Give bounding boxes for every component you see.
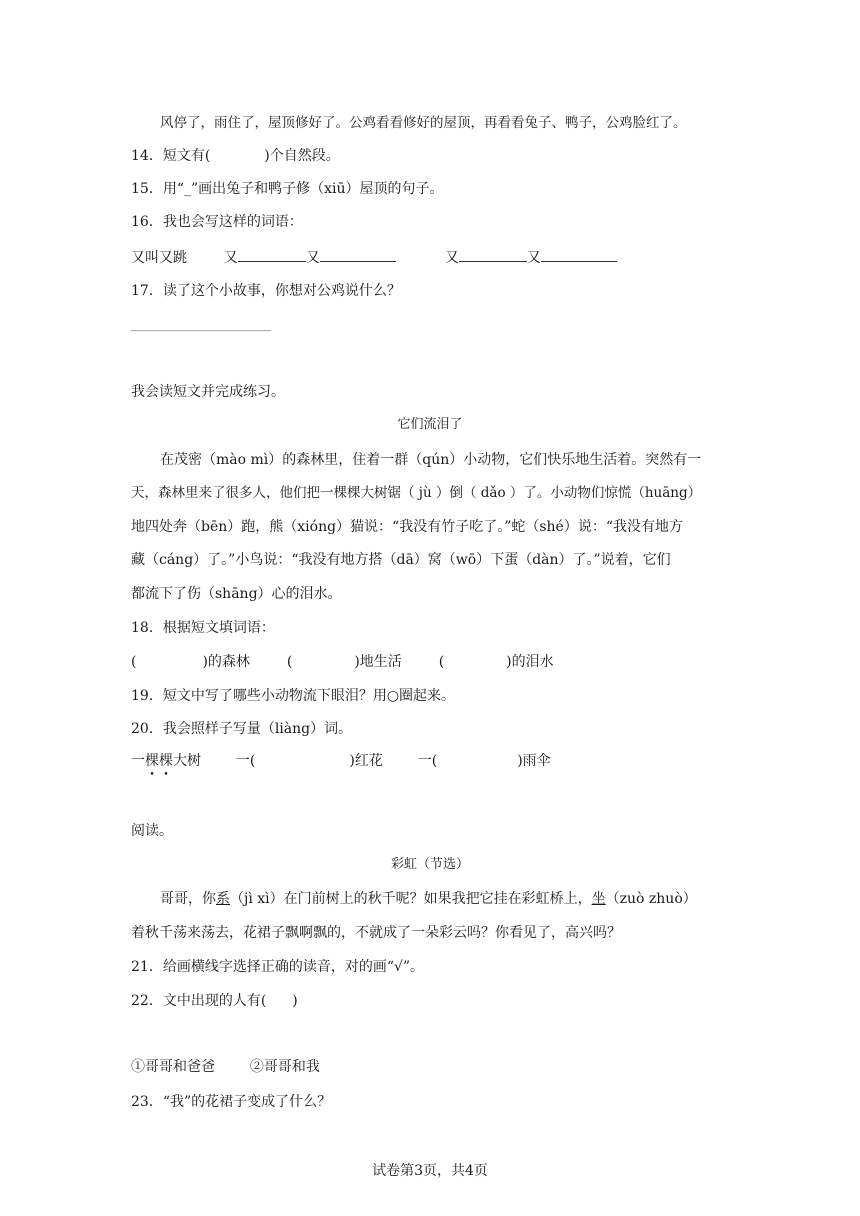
option-2[interactable]: ②哥哥和我 (249, 1059, 320, 1075)
answer-blank-16a[interactable] (238, 247, 306, 262)
section-intro-2: 阅读。 (131, 823, 173, 839)
question-20: 20．我会照样子写量（liàng）词。 (131, 721, 353, 737)
question-19: 19．短文中写了哪些小动物流下眼泪？用○圈起来。 (131, 688, 456, 704)
word-forest: )的森林 (202, 654, 250, 670)
text-segment: （jì xì）在门前树上的秋千呢？如果我把它挂在彩虹桥上， (230, 891, 592, 907)
word-living: )地生活 (354, 654, 402, 670)
passage-line-4: 藏（cáng）了。”小鸟说：“我没有地方搭（dā）窝（wō）下蛋（dàn）了。”说着，它们 (131, 552, 671, 568)
passage-title: 它们流泪了 (397, 417, 463, 432)
underlined-char-zuo: 坐 (591, 891, 606, 907)
dotted-char-1: 棵 (145, 753, 159, 769)
passage-line-2: 天，森林里来了很多人，他们把一棵棵大树锯（ jù ）倒（ dǎo ）了。小动物们惊慌（huāng） (131, 485, 702, 501)
question-22 (131, 991, 298, 1011)
section-intro: 我会读短文并完成练习。 (131, 384, 285, 400)
question-21: 21．给画横线字选择正确的读音，对的画“√”。 (131, 959, 425, 975)
question-14 (131, 146, 340, 166)
option-1[interactable]: ①哥哥和爸爸 (131, 1059, 215, 1075)
story-ending-paragraph: 风停了，雨住了，屋顶修好了。公鸡看看修好的屋顶，再看看兔子、鸭子，公鸡脸红了。 (160, 115, 687, 131)
bracket-open-4: 一( (235, 753, 256, 769)
underlined-char-xi: 系 (216, 891, 230, 907)
word-umbrella: )雨伞 (517, 753, 551, 769)
example-tree: 大树 (173, 753, 201, 769)
text-segment: （zuò zhuò） (605, 891, 697, 907)
question-15-text-b: ”画出兔子和鸭子修（xiū）屋顶的句子。 (190, 181, 444, 197)
question-14-text-a: 14．短文有( (131, 148, 211, 164)
you-char-4: 又 (526, 250, 541, 266)
answer-line-17[interactable]: ____________________ (131, 316, 271, 332)
question-18-answers (131, 652, 554, 672)
text-segment: 哥哥，你 (160, 891, 216, 907)
passage-line-3: 地四处奔（bēn）跑，熊（xióng）猫说：“我没有竹子吃了。”蛇（shé）说：“我没有地方 (131, 519, 683, 535)
question-18: 18．根据短文填词语： (131, 620, 275, 636)
underline-mark: _ (183, 181, 191, 197)
example-yi: 一 (131, 753, 145, 769)
question-23: 23．“我”的花裙子变成了什么？ (131, 1094, 332, 1110)
question-15 (131, 179, 444, 199)
passage-2-line-1 (160, 889, 697, 909)
bracket-open-1: ( (131, 654, 137, 670)
question-22-options (131, 1057, 320, 1077)
question-15-text-a: 15．用“ (131, 181, 184, 197)
bracket-open-2: ( (286, 654, 293, 670)
question-22-text: 22．文中出现的人有( (131, 993, 267, 1009)
example-word: 又叫又跳 (131, 250, 187, 266)
passage-2-line-2: 着秋千荡来荡去，花裙子飘啊飘的，不就成了一朵彩云吗？你看见了，高兴吗？ (131, 925, 621, 941)
question-20-answers (131, 751, 551, 771)
page-footer: 试卷第3页，共4页 (372, 1163, 488, 1179)
you-char-1: 又 (223, 250, 238, 266)
question-16: 16．我也会写这样的词语： (131, 214, 303, 230)
dotted-char-2: 棵 (159, 753, 173, 769)
word-tears: )的泪水 (506, 654, 554, 670)
passage-line-1: 在茂密（mào mì）的森林里，住着一群（qún）小动物，它们快乐地生活着。突然有一 (160, 452, 702, 468)
answer-blank-16b[interactable] (320, 247, 396, 262)
question-14-text-b: )个自然段。 (264, 148, 340, 164)
bracket-close: ) (292, 993, 298, 1009)
passage-title-2: 彩虹（节选） (390, 857, 469, 872)
you-char-2: 又 (305, 250, 320, 266)
word-red-flower: )红花 (349, 753, 383, 769)
answer-blank-16d[interactable] (541, 247, 617, 262)
passage-line-5: 都流下了伤（shāng）心的泪水。 (131, 586, 342, 602)
bracket-open-3: ( (438, 654, 445, 670)
question-16-answers (131, 247, 617, 268)
answer-blank-16c[interactable] (459, 247, 527, 262)
you-char-3: 又 (444, 250, 459, 266)
bracket-open-5: 一( (417, 753, 438, 769)
question-17: 17．读了这个小故事，你想对公鸡说什么？ (131, 283, 401, 299)
